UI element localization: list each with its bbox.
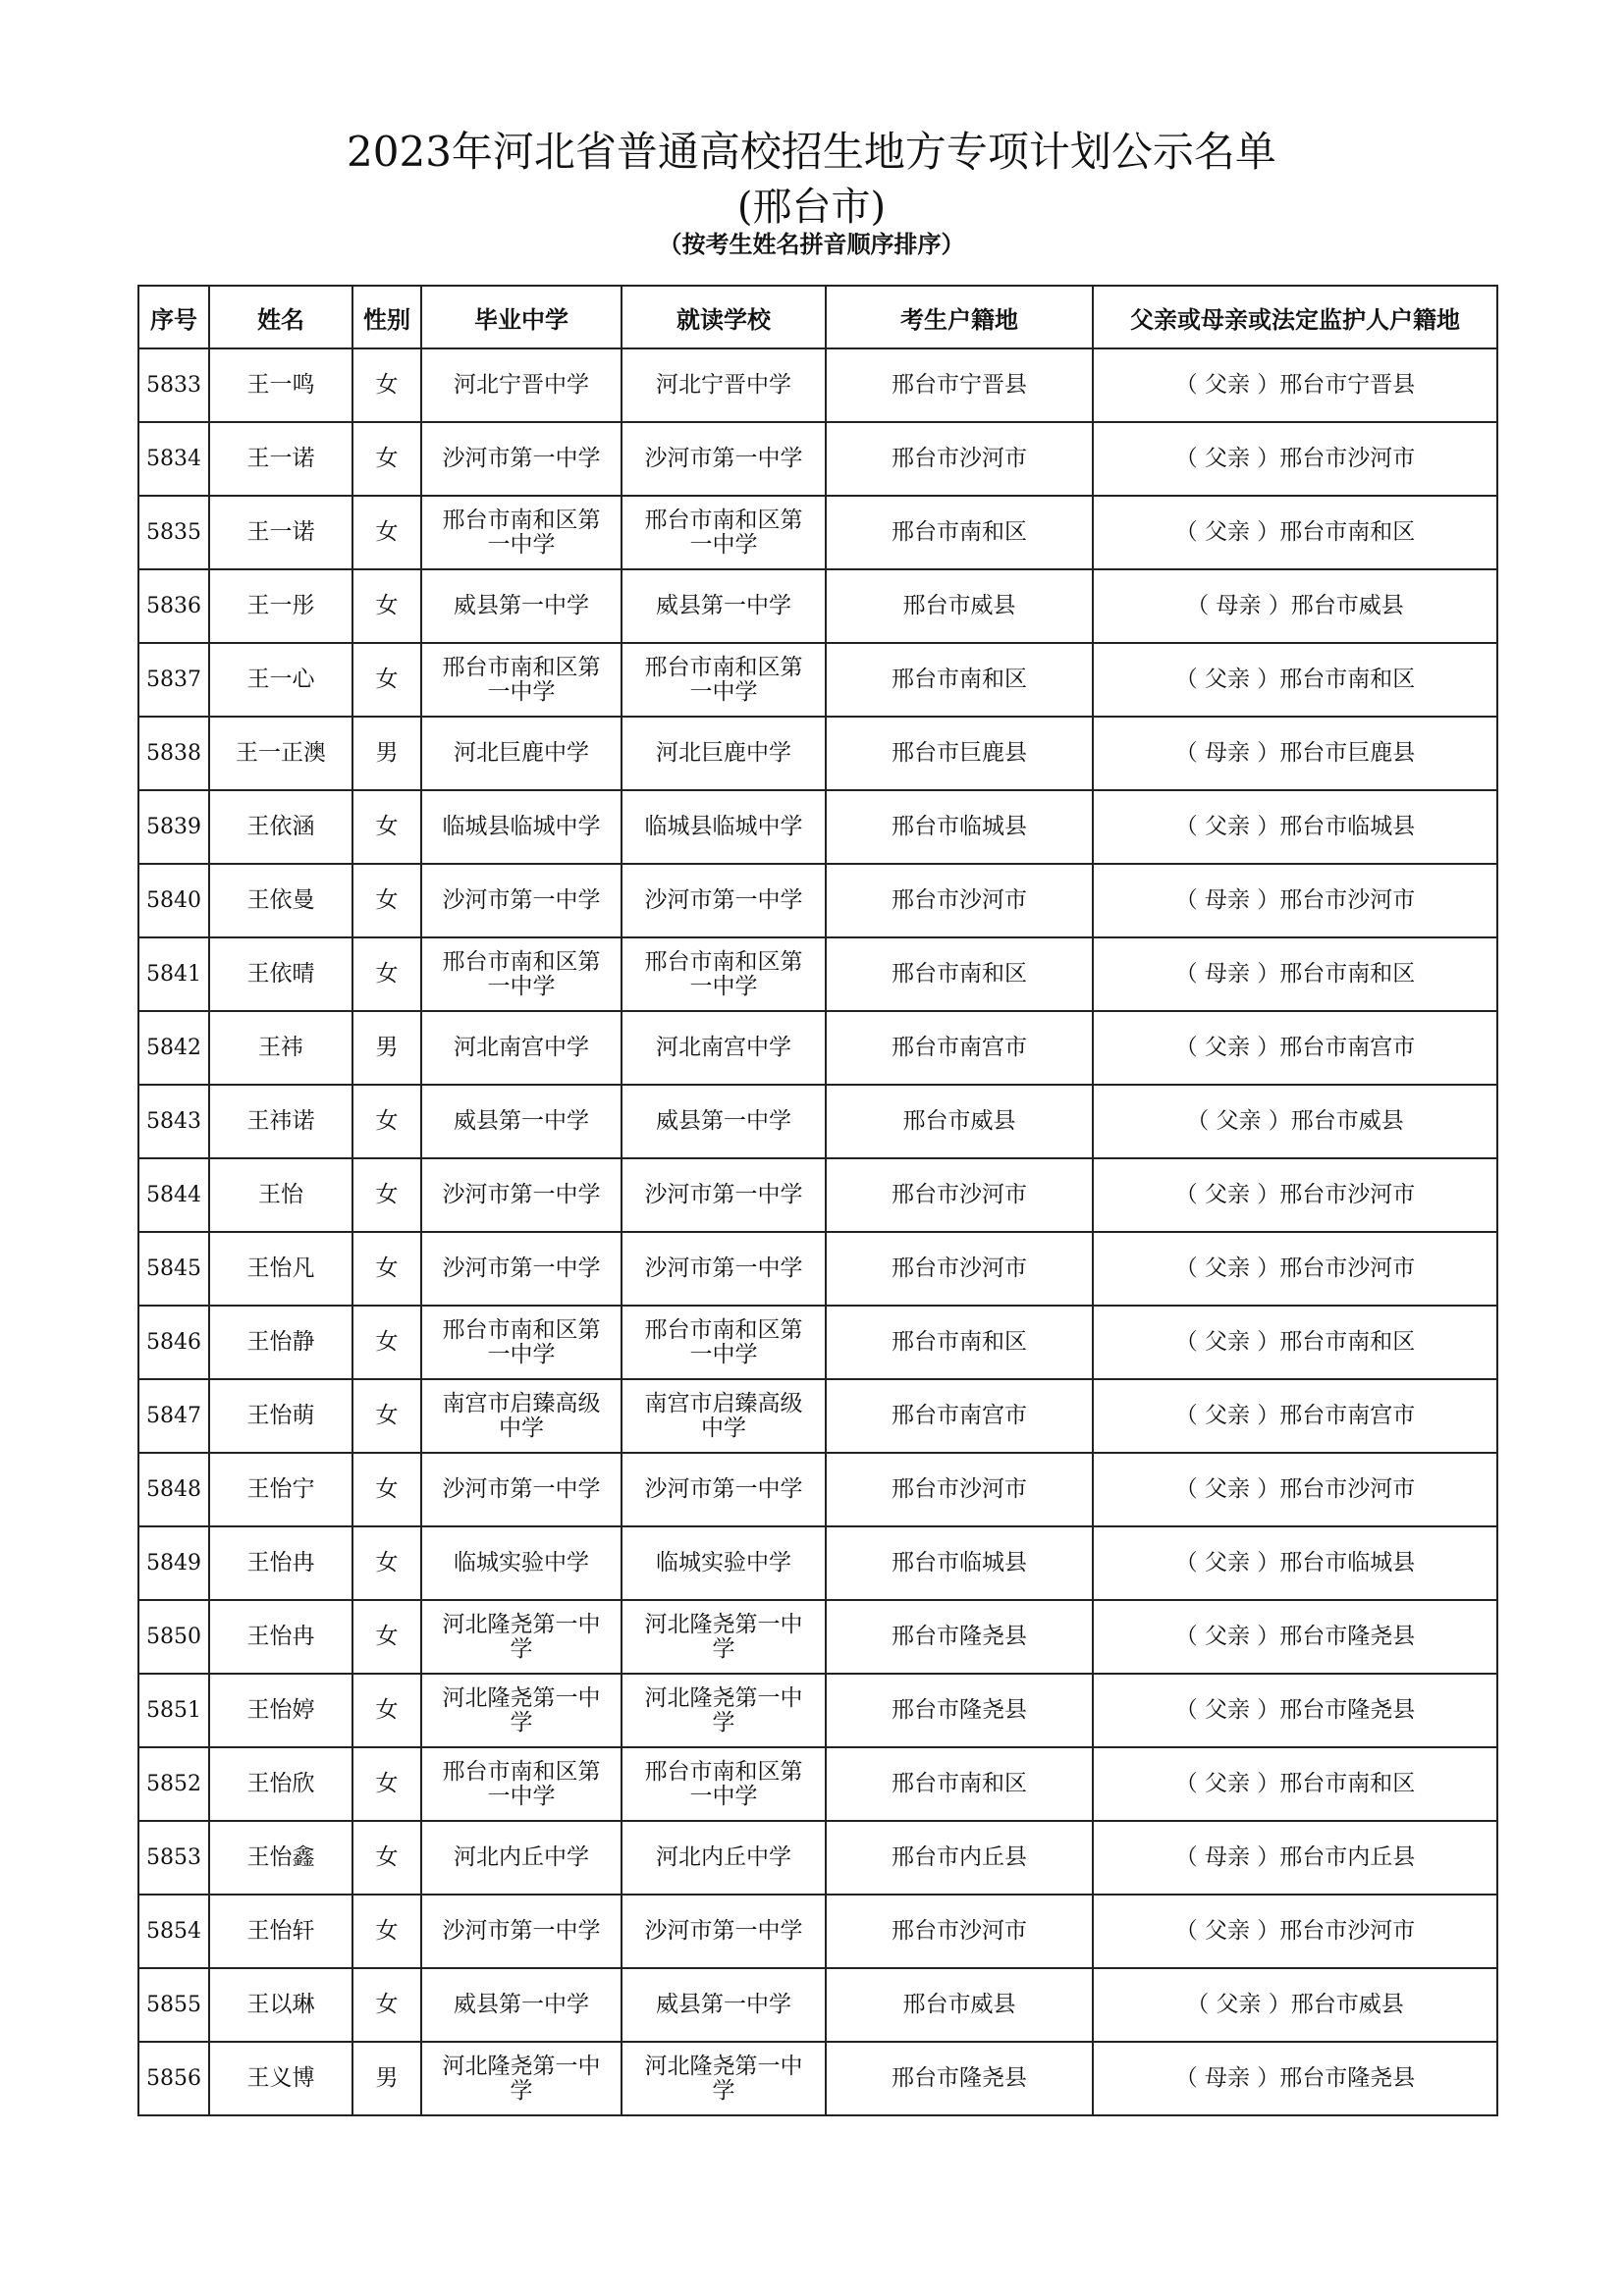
cell-gender: 男 bbox=[352, 717, 421, 790]
cell-no: 5854 bbox=[138, 1895, 209, 1968]
cell-guardian: （ 母亲 ）邢台市内丘县 bbox=[1093, 1821, 1497, 1895]
cell-household: 邢台市南和区 bbox=[826, 496, 1093, 569]
cell-grad-school-text: 邢台市南和区第一中学 bbox=[442, 654, 601, 705]
cell-gender: 女 bbox=[352, 1821, 421, 1895]
cell-household: 邢台市隆尧县 bbox=[826, 2042, 1093, 2115]
cell-guardian: （ 父亲 ）邢台市威县 bbox=[1093, 1085, 1497, 1158]
cell-household: 邢台市宁晋县 bbox=[826, 348, 1093, 422]
cell-study-school-text: 邢台市南和区第一中学 bbox=[644, 948, 803, 999]
cell-name: 王一心 bbox=[209, 643, 352, 717]
cell-guardian: （ 父亲 ）邢台市沙河市 bbox=[1093, 1895, 1497, 1968]
cell-grad-school-text: 河北南宫中学 bbox=[454, 1035, 589, 1060]
cell-guardian: （ 父亲 ）邢台市沙河市 bbox=[1093, 1158, 1497, 1232]
table-row bbox=[138, 1011, 1497, 1085]
cell-study-school bbox=[622, 790, 826, 864]
cell-name: 王怡轩 bbox=[209, 1895, 352, 1968]
cell-gender: 女 bbox=[352, 1747, 421, 1821]
cell-study-school bbox=[622, 643, 826, 717]
cell-study-school bbox=[622, 1306, 826, 1379]
cell-name: 王怡冉 bbox=[209, 1526, 352, 1600]
cell-study-school bbox=[622, 1453, 826, 1526]
cell-study-school-text: 沙河市第一中学 bbox=[644, 887, 803, 913]
cell-household: 邢台市沙河市 bbox=[826, 422, 1093, 496]
cell-grad-school-text: 沙河市第一中学 bbox=[442, 1182, 601, 1207]
cell-household: 邢台市南和区 bbox=[826, 643, 1093, 717]
cell-grad-school-text: 河北隆尧第一中学 bbox=[442, 2053, 601, 2104]
cell-no: 5838 bbox=[138, 717, 209, 790]
cell-study-school-text: 河北内丘中学 bbox=[656, 1844, 791, 1870]
cell-grad-school bbox=[421, 1821, 622, 1895]
cell-household: 邢台市临城县 bbox=[826, 790, 1093, 864]
cell-no: 5837 bbox=[138, 643, 209, 717]
cell-guardian: （ 父亲 ）邢台市南宫市 bbox=[1093, 1011, 1497, 1085]
cell-name: 王怡宁 bbox=[209, 1453, 352, 1526]
cell-guardian: （ 父亲 ）邢台市沙河市 bbox=[1093, 1232, 1497, 1306]
cell-gender: 女 bbox=[352, 1526, 421, 1600]
cell-household: 邢台市威县 bbox=[826, 1968, 1093, 2042]
cell-name: 王一正澳 bbox=[209, 717, 352, 790]
cell-grad-school bbox=[421, 1085, 622, 1158]
cell-gender: 女 bbox=[352, 643, 421, 717]
cell-guardian: （ 父亲 ）邢台市南和区 bbox=[1093, 643, 1497, 717]
cell-grad-school bbox=[421, 1453, 622, 1526]
cell-grad-school-text: 威县第一中学 bbox=[454, 593, 589, 618]
cell-study-school bbox=[622, 1747, 826, 1821]
cell-guardian: （ 父亲 ）邢台市宁晋县 bbox=[1093, 348, 1497, 422]
header-gender: 性别 bbox=[352, 286, 421, 348]
cell-no: 5839 bbox=[138, 790, 209, 864]
cell-household: 邢台市威县 bbox=[826, 1085, 1093, 1158]
cell-guardian: （ 母亲 ）邢台市巨鹿县 bbox=[1093, 717, 1497, 790]
cell-gender: 男 bbox=[352, 1011, 421, 1085]
table-row bbox=[138, 1526, 1497, 1600]
cell-no: 5835 bbox=[138, 496, 209, 569]
table-row bbox=[138, 496, 1497, 569]
cell-study-school-text: 沙河市第一中学 bbox=[644, 1255, 803, 1281]
cell-household: 邢台市沙河市 bbox=[826, 1895, 1093, 1968]
cell-name: 王怡凡 bbox=[209, 1232, 352, 1306]
cell-no: 5834 bbox=[138, 422, 209, 496]
cell-study-school bbox=[622, 1895, 826, 1968]
cell-household: 邢台市沙河市 bbox=[826, 1453, 1093, 1526]
cell-name: 王一彤 bbox=[209, 569, 352, 643]
cell-no: 5836 bbox=[138, 569, 209, 643]
cell-gender: 女 bbox=[352, 422, 421, 496]
cell-study-school bbox=[622, 1232, 826, 1306]
table-row bbox=[138, 1600, 1497, 1674]
cell-guardian: （ 父亲 ）邢台市南和区 bbox=[1093, 496, 1497, 569]
cell-guardian: （ 母亲 ）邢台市威县 bbox=[1093, 569, 1497, 643]
cell-gender: 女 bbox=[352, 1085, 421, 1158]
cell-name: 王祎诺 bbox=[209, 1085, 352, 1158]
cell-grad-school-text: 沙河市第一中学 bbox=[442, 446, 601, 471]
cell-grad-school bbox=[421, 1747, 622, 1821]
cell-grad-school bbox=[421, 790, 622, 864]
table-body bbox=[138, 348, 1497, 2115]
cell-guardian: （ 父亲 ）邢台市沙河市 bbox=[1093, 1453, 1497, 1526]
table-row bbox=[138, 1085, 1497, 1158]
cell-grad-school bbox=[421, 1968, 622, 2042]
cell-study-school-text: 威县第一中学 bbox=[656, 593, 791, 618]
table-row bbox=[138, 717, 1497, 790]
cell-study-school-text: 河北宁晋中学 bbox=[656, 372, 791, 398]
cell-study-school-text: 临城实验中学 bbox=[656, 1550, 791, 1575]
cell-grad-school-text: 河北隆尧第一中学 bbox=[442, 1684, 601, 1735]
cell-no: 5845 bbox=[138, 1232, 209, 1306]
cell-household: 邢台市南和区 bbox=[826, 1747, 1093, 1821]
cell-no: 5851 bbox=[138, 1674, 209, 1747]
cell-grad-school-text: 邢台市南和区第一中学 bbox=[442, 948, 601, 999]
cell-gender: 女 bbox=[352, 1895, 421, 1968]
cell-guardian: （ 父亲 ）邢台市威县 bbox=[1093, 1968, 1497, 2042]
cell-no: 5848 bbox=[138, 1453, 209, 1526]
table-row bbox=[138, 790, 1497, 864]
cell-grad-school-text: 沙河市第一中学 bbox=[442, 887, 601, 913]
cell-grad-school bbox=[421, 717, 622, 790]
cell-gender: 女 bbox=[352, 1379, 421, 1453]
cell-grad-school-text: 沙河市第一中学 bbox=[442, 1918, 601, 1944]
table-row bbox=[138, 1674, 1497, 1747]
cell-guardian: （ 父亲 ）邢台市南和区 bbox=[1093, 1306, 1497, 1379]
cell-grad-school-text: 邢台市南和区第一中学 bbox=[442, 1316, 601, 1367]
cell-household: 邢台市隆尧县 bbox=[826, 1600, 1093, 1674]
cell-name: 王怡欣 bbox=[209, 1747, 352, 1821]
cell-household: 邢台市南宫市 bbox=[826, 1011, 1093, 1085]
cell-grad-school bbox=[421, 864, 622, 937]
cell-study-school-text: 南宫市启臻高级中学 bbox=[644, 1390, 803, 1441]
header-household: 考生户籍地 bbox=[826, 286, 1093, 348]
cell-name: 王以琳 bbox=[209, 1968, 352, 2042]
table-row bbox=[138, 864, 1497, 937]
table-row bbox=[138, 422, 1497, 496]
header-guardian: 父亲或母亲或法定监护人户籍地 bbox=[1093, 286, 1497, 348]
table-row bbox=[138, 569, 1497, 643]
cell-grad-school bbox=[421, 2042, 622, 2115]
cell-grad-school bbox=[421, 1600, 622, 1674]
cell-study-school bbox=[622, 1085, 826, 1158]
cell-name: 王怡冉 bbox=[209, 1600, 352, 1674]
cell-gender: 女 bbox=[352, 569, 421, 643]
cell-grad-school-text: 临城县临城中学 bbox=[442, 814, 601, 839]
cell-no: 5853 bbox=[138, 1821, 209, 1895]
cell-household: 邢台市巨鹿县 bbox=[826, 717, 1093, 790]
cell-no: 5850 bbox=[138, 1600, 209, 1674]
cell-no: 5842 bbox=[138, 1011, 209, 1085]
cell-study-school-text: 威县第一中学 bbox=[656, 1108, 791, 1134]
cell-gender: 女 bbox=[352, 1968, 421, 2042]
cell-gender: 女 bbox=[352, 1453, 421, 1526]
cell-name: 王一诺 bbox=[209, 496, 352, 569]
cell-study-school bbox=[622, 1158, 826, 1232]
cell-grad-school bbox=[421, 569, 622, 643]
table-row bbox=[138, 1747, 1497, 1821]
cell-grad-school-text: 临城实验中学 bbox=[454, 1550, 589, 1575]
cell-gender: 女 bbox=[352, 348, 421, 422]
header-name: 姓名 bbox=[209, 286, 352, 348]
table-header-row bbox=[138, 286, 1497, 348]
table-row bbox=[138, 1453, 1497, 1526]
cell-name: 王依涵 bbox=[209, 790, 352, 864]
cell-grad-school bbox=[421, 1379, 622, 1453]
cell-study-school bbox=[622, 569, 826, 643]
header-study-school: 就读学校 bbox=[622, 286, 826, 348]
cell-study-school-text: 河北隆尧第一中学 bbox=[644, 1684, 803, 1735]
cell-guardian: （ 母亲 ）邢台市沙河市 bbox=[1093, 864, 1497, 937]
cell-grad-school-text: 威县第一中学 bbox=[454, 1108, 589, 1134]
cell-name: 王义博 bbox=[209, 2042, 352, 2115]
cell-no: 5856 bbox=[138, 2042, 209, 2115]
cell-household: 邢台市威县 bbox=[826, 569, 1093, 643]
cell-guardian: （ 父亲 ）邢台市南宫市 bbox=[1093, 1379, 1497, 1453]
cell-grad-school-text: 邢台市南和区第一中学 bbox=[442, 507, 601, 558]
cell-no: 5852 bbox=[138, 1747, 209, 1821]
table-row bbox=[138, 1158, 1497, 1232]
cell-grad-school-text: 沙河市第一中学 bbox=[442, 1476, 601, 1502]
cell-grad-school bbox=[421, 1895, 622, 1968]
cell-grad-school-text: 威县第一中学 bbox=[454, 1992, 589, 2017]
cell-grad-school bbox=[421, 348, 622, 422]
cell-no: 5849 bbox=[138, 1526, 209, 1600]
header-no: 序号 bbox=[138, 286, 209, 348]
cell-study-school-text: 邢台市南和区第一中学 bbox=[644, 654, 803, 705]
table-row bbox=[138, 348, 1497, 422]
cell-name: 王怡萌 bbox=[209, 1379, 352, 1453]
cell-gender: 男 bbox=[352, 2042, 421, 2115]
cell-grad-school bbox=[421, 422, 622, 496]
cell-name: 王一诺 bbox=[209, 422, 352, 496]
cell-grad-school bbox=[421, 1232, 622, 1306]
cell-study-school-text: 河北隆尧第一中学 bbox=[644, 2053, 803, 2104]
cell-name: 王一鸣 bbox=[209, 348, 352, 422]
table-row bbox=[138, 1306, 1497, 1379]
cell-no: 5847 bbox=[138, 1379, 209, 1453]
table-row bbox=[138, 937, 1497, 1011]
cell-grad-school-text: 河北隆尧第一中学 bbox=[442, 1611, 601, 1662]
cell-study-school bbox=[622, 1011, 826, 1085]
cell-study-school bbox=[622, 864, 826, 937]
cell-no: 5844 bbox=[138, 1158, 209, 1232]
cell-name: 王怡 bbox=[209, 1158, 352, 1232]
cell-no: 5846 bbox=[138, 1306, 209, 1379]
cell-no: 5855 bbox=[138, 1968, 209, 2042]
cell-study-school bbox=[622, 348, 826, 422]
cell-study-school-text: 沙河市第一中学 bbox=[644, 1918, 803, 1944]
cell-gender: 女 bbox=[352, 496, 421, 569]
cell-household: 邢台市沙河市 bbox=[826, 864, 1093, 937]
table-row bbox=[138, 1968, 1497, 2042]
cell-study-school bbox=[622, 1674, 826, 1747]
cell-grad-school-text: 河北宁晋中学 bbox=[454, 372, 589, 398]
cell-grad-school bbox=[421, 1011, 622, 1085]
cell-study-school bbox=[622, 1821, 826, 1895]
cell-no: 5843 bbox=[138, 1085, 209, 1158]
page-title: 2023年河北省普通高校招生地方专项计划公示名单 bbox=[347, 128, 1276, 176]
cell-study-school-text: 临城县临城中学 bbox=[644, 814, 803, 839]
table-row bbox=[138, 1232, 1497, 1306]
cell-study-school-text: 邢台市南和区第一中学 bbox=[644, 1316, 803, 1367]
cell-gender: 女 bbox=[352, 1158, 421, 1232]
cell-grad-school bbox=[421, 1674, 622, 1747]
cell-name: 王祎 bbox=[209, 1011, 352, 1085]
cell-household: 邢台市内丘县 bbox=[826, 1821, 1093, 1895]
cell-household: 邢台市临城县 bbox=[826, 1526, 1093, 1600]
cell-study-school bbox=[622, 496, 826, 569]
cell-guardian: （ 母亲 ）邢台市南和区 bbox=[1093, 937, 1497, 1011]
cell-study-school bbox=[622, 1600, 826, 1674]
cell-no: 5841 bbox=[138, 937, 209, 1011]
cell-study-school-text: 邢台市南和区第一中学 bbox=[644, 507, 803, 558]
cell-grad-school-text: 沙河市第一中学 bbox=[442, 1255, 601, 1281]
cell-grad-school bbox=[421, 937, 622, 1011]
cell-name: 王依曼 bbox=[209, 864, 352, 937]
cell-household: 邢台市南和区 bbox=[826, 937, 1093, 1011]
cell-study-school bbox=[622, 717, 826, 790]
table-row bbox=[138, 1379, 1497, 1453]
cell-grad-school bbox=[421, 1306, 622, 1379]
cell-guardian: （ 父亲 ）邢台市临城县 bbox=[1093, 1526, 1497, 1600]
cell-household: 邢台市沙河市 bbox=[826, 1232, 1093, 1306]
table-row bbox=[138, 2042, 1497, 2115]
cell-grad-school bbox=[421, 1526, 622, 1600]
cell-guardian: （ 父亲 ）邢台市沙河市 bbox=[1093, 422, 1497, 496]
cell-grad-school-text: 邢台市南和区第一中学 bbox=[442, 1758, 601, 1809]
cell-guardian: （ 父亲 ）邢台市隆尧县 bbox=[1093, 1674, 1497, 1747]
cell-study-school bbox=[622, 1379, 826, 1453]
table-row bbox=[138, 643, 1497, 717]
cell-gender: 女 bbox=[352, 1306, 421, 1379]
cell-grad-school bbox=[421, 643, 622, 717]
table-row bbox=[138, 1895, 1497, 1968]
cell-guardian: （ 父亲 ）邢台市临城县 bbox=[1093, 790, 1497, 864]
cell-gender: 女 bbox=[352, 864, 421, 937]
cell-study-school bbox=[622, 1968, 826, 2042]
cell-study-school-text: 沙河市第一中学 bbox=[644, 1476, 803, 1502]
cell-study-school-text: 邢台市南和区第一中学 bbox=[644, 1758, 803, 1809]
cell-study-school bbox=[622, 2042, 826, 2115]
cell-study-school-text: 河北隆尧第一中学 bbox=[644, 1611, 803, 1662]
cell-household: 邢台市沙河市 bbox=[826, 1158, 1093, 1232]
page-subtitle: (邢台市) bbox=[736, 185, 887, 230]
cell-guardian: （ 父亲 ）邢台市南和区 bbox=[1093, 1747, 1497, 1821]
cell-grad-school-text: 南宫市启臻高级中学 bbox=[442, 1390, 601, 1441]
cell-study-school-text: 沙河市第一中学 bbox=[644, 1182, 803, 1207]
cell-grad-school-text: 河北巨鹿中学 bbox=[454, 740, 589, 766]
cell-gender: 女 bbox=[352, 1674, 421, 1747]
cell-gender: 女 bbox=[352, 790, 421, 864]
cell-name: 王怡静 bbox=[209, 1306, 352, 1379]
cell-name: 王怡婷 bbox=[209, 1674, 352, 1747]
cell-study-school-text: 沙河市第一中学 bbox=[644, 446, 803, 471]
cell-household: 邢台市南和区 bbox=[826, 1306, 1093, 1379]
header-grad-school: 毕业中学 bbox=[421, 286, 622, 348]
cell-study-school bbox=[622, 1526, 826, 1600]
cell-study-school-text: 河北巨鹿中学 bbox=[656, 740, 791, 766]
cell-no: 5840 bbox=[138, 864, 209, 937]
cell-guardian: （ 母亲 ）邢台市隆尧县 bbox=[1093, 2042, 1497, 2115]
cell-grad-school bbox=[421, 496, 622, 569]
cell-household: 邢台市南宫市 bbox=[826, 1379, 1093, 1453]
table-row bbox=[138, 1821, 1497, 1895]
roster-table bbox=[137, 285, 1498, 2116]
sort-note: （按考生姓名拼音顺序排序） bbox=[658, 231, 965, 258]
cell-no: 5833 bbox=[138, 348, 209, 422]
cell-study-school bbox=[622, 422, 826, 496]
cell-study-school bbox=[622, 937, 826, 1011]
cell-name: 王依晴 bbox=[209, 937, 352, 1011]
cell-study-school-text: 河北南宫中学 bbox=[656, 1035, 791, 1060]
cell-grad-school-text: 河北内丘中学 bbox=[454, 1844, 589, 1870]
cell-grad-school bbox=[421, 1158, 622, 1232]
cell-gender: 女 bbox=[352, 937, 421, 1011]
cell-gender: 女 bbox=[352, 1232, 421, 1306]
cell-name: 王怡鑫 bbox=[209, 1821, 352, 1895]
cell-household: 邢台市隆尧县 bbox=[826, 1674, 1093, 1747]
cell-study-school-text: 威县第一中学 bbox=[656, 1992, 791, 2017]
cell-guardian: （ 父亲 ）邢台市隆尧县 bbox=[1093, 1600, 1497, 1674]
cell-gender: 女 bbox=[352, 1600, 421, 1674]
